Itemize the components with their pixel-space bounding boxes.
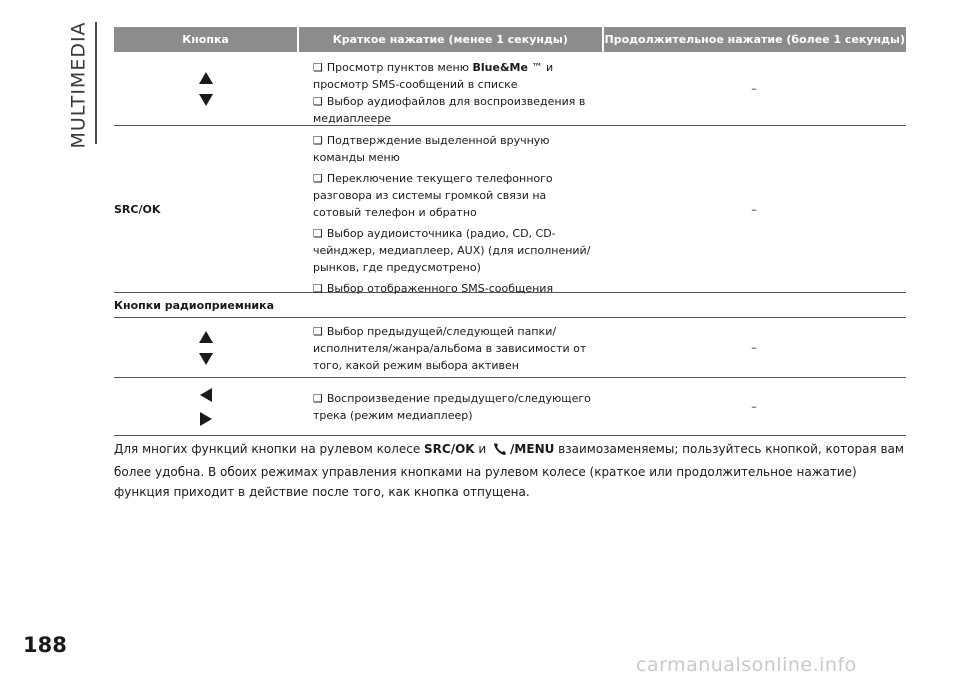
src-ok-label: SRC/OK (424, 442, 475, 456)
list-item: ❑ Выбор аудиоисточника (радио, CD, CD-чейнджер, медиаплеер, AUX) (для исполнений/рынков, где предусмотрено) (313, 225, 594, 276)
list-item: ❑ Переключение текущего телефонного разговора из системы громкой связи на сотовый телефон и обратно (313, 170, 594, 221)
list-item: ❑ Воспроизведение предыдущего/следующего трека (режим медиаплеер) (313, 390, 594, 424)
side-rule (95, 22, 97, 144)
long-press-cell: – (751, 341, 757, 354)
list-item: ❑ Выбор аудиофайлов для воспроизведения в медиаплеере (313, 93, 594, 127)
arrow-right-icon (200, 412, 212, 426)
list-item: ❑ Выбор отображенного SMS-сообщения (313, 280, 594, 297)
short-press-cell (298, 126, 602, 295)
arrow-down-icon (199, 353, 213, 365)
short-press-cell (298, 52, 602, 125)
table-row-radio-updown (114, 318, 906, 378)
button-cell (114, 378, 298, 435)
header-button: Кнопка (114, 27, 299, 52)
watermark: carmanualsonline.info (636, 654, 857, 676)
header-short-press: Краткое нажатие (менее 1 секунды) (299, 27, 603, 52)
arrow-up-icon (199, 331, 213, 343)
short-press-cell (298, 318, 602, 377)
footnote-paragraph: Для многих функций кнопки на рулевом колесе SRC/OK и /MENU взаимозаменяемы; пользуйтесь кнопкой, которая вам более удобна. В обоих режимах управления кнопками на рулевом колесе (краткое или продолжительное нажатие) функция приходит в действие после того, как кнопка отпущена. (114, 442, 904, 499)
arrow-down-icon (199, 94, 213, 106)
page-number: 188 (23, 633, 67, 657)
phone-icon (492, 442, 508, 462)
short-press-cell (298, 378, 602, 435)
side-section-label: MULTIMEDIA (68, 21, 91, 149)
arrow-up-icon (199, 72, 213, 84)
section-title: Кнопки радиоприемника (114, 298, 275, 312)
buttons-table (114, 27, 906, 436)
table-header (114, 27, 906, 52)
long-press-cell: – (751, 82, 757, 95)
list-item: ❑ Подтверждение выделенной вручную команды меню (313, 132, 594, 166)
long-press-cell: – (751, 400, 757, 413)
button-label-src-ok: SRC/OK (114, 202, 161, 216)
long-press-cell: – (751, 202, 757, 216)
menu-label: /MENU (510, 442, 555, 456)
table-row-updown-menu (114, 52, 906, 126)
button-cell (114, 318, 298, 377)
button-cell (114, 52, 298, 125)
list-item: ❑ Выбор предыдущей/следующей папки/исполнителя/жанра/альбома в зависимости от того, какой режим выбора активен (313, 323, 594, 374)
list-item: ❑ Просмотр пунктов меню Blue&Me ™ и просмотр SMS-сообщений в списке (313, 59, 594, 93)
table-row-src-ok (114, 126, 906, 293)
arrow-left-icon (200, 388, 212, 402)
header-long-press: Продолжительное нажатие (более 1 секунды) (604, 27, 906, 52)
table-row-radio-leftright (114, 378, 906, 436)
